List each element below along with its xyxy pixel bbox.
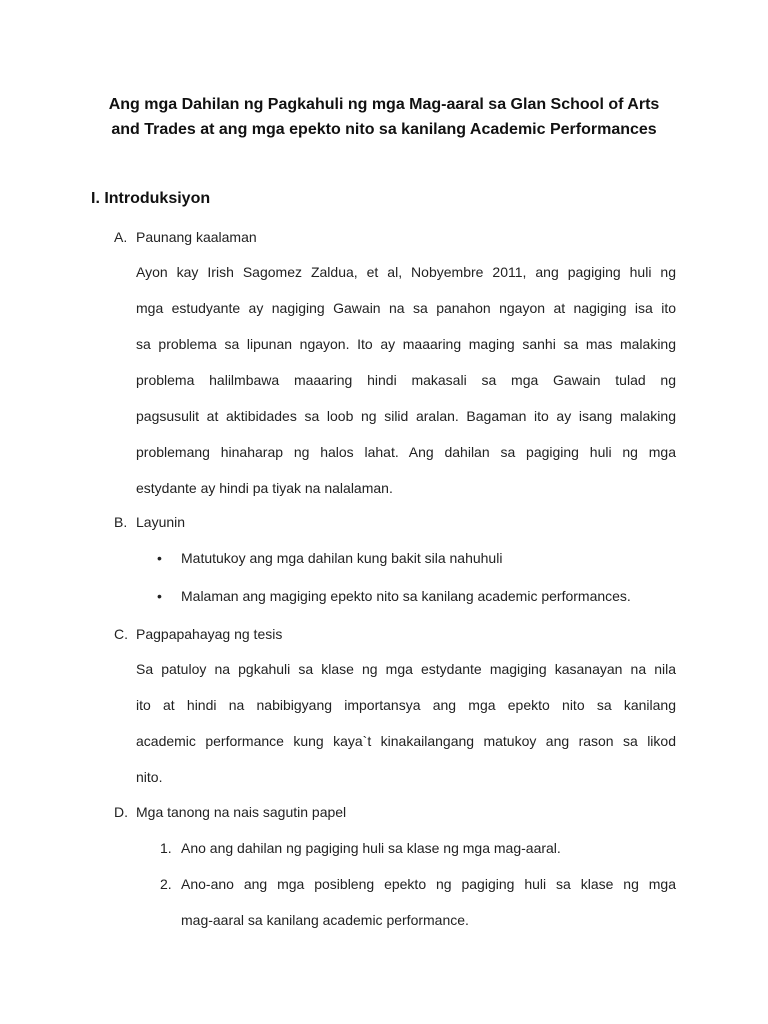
section-heading: I. Introduksiyon bbox=[91, 190, 211, 207]
bullet-item: Matutukoy ang mga dahilan kung bakit sila nahuhuli bbox=[181, 550, 503, 566]
item-c-paragraph bbox=[136, 651, 676, 795]
title-line-1: Ang mga Dahilan ng Pagkahuli ng mga Mag-aaral sa Glan School of Arts bbox=[108, 96, 660, 113]
paragraph-line: sa problema sa lipunan ngayon. Ito ay maaaring maging sanhi sa mas malaking bbox=[136, 336, 676, 352]
item-c-letter: C. bbox=[114, 626, 128, 642]
item-a-letter: A. bbox=[114, 229, 128, 245]
paragraph-line: academic performance kung kaya`t kinakailangang matukoy ang rason sa likod bbox=[136, 733, 676, 749]
paragraph-line: Sa patuloy na pgkahuli sa klase ng mga estydante magiging kasanayan na nila bbox=[136, 661, 676, 677]
paragraph-line: ito at hindi na nabibigyang importansya ang mga epekto nito sa kanilang bbox=[136, 697, 676, 713]
bullet-icon: • bbox=[157, 588, 162, 604]
item-b-letter: B. bbox=[114, 514, 128, 530]
question-item bbox=[181, 866, 676, 938]
paragraph-line: Ayon kay Irish Sagomez Zaldua, et al, Nobyembre 2011, ang pagiging huli ng bbox=[136, 264, 676, 280]
item-c-label: Pagpapahayag ng tesis bbox=[136, 626, 283, 642]
question-number: 2. bbox=[160, 876, 172, 892]
bullet-icon: • bbox=[157, 550, 162, 566]
paragraph-line: pagsusulit at aktibidades sa loob ng silid aralan. Bagaman ito ay isang malaking bbox=[136, 408, 676, 424]
paragraph-line: estydante ay hindi pa tiyak na nalalaman. bbox=[136, 480, 393, 496]
item-a-label: Paunang kaalaman bbox=[136, 229, 257, 245]
item-b-label: Layunin bbox=[136, 514, 186, 530]
title-line-2: and Trades at ang mga epekto nito sa kanilang Academic Performances bbox=[111, 121, 657, 138]
question-line: Ano ang dahilan ng pagiging huli sa klase ng mga mag-aaral. bbox=[181, 840, 561, 856]
paragraph-line: nito. bbox=[136, 769, 163, 785]
bullet-item: Malaman ang magiging epekto nito sa kanilang academic performances. bbox=[181, 588, 631, 604]
question-line: Ano-ano ang mga posibleng epekto ng pagiging huli sa klase ng mga bbox=[181, 876, 676, 892]
document-title bbox=[90, 92, 678, 142]
paragraph-line: problema halilmbawa maaaring hindi makasali sa mga Gawain tulad ng bbox=[136, 372, 676, 388]
question-number: 1. bbox=[160, 840, 172, 856]
item-d-label: Mga tanong na nais sagutin papel bbox=[136, 804, 347, 820]
question-line: mag-aaral sa kanilang academic performance. bbox=[181, 912, 469, 928]
paragraph-line: problemang hinaharap ng halos lahat. Ang dahilan sa pagiging huli ng mga bbox=[136, 444, 676, 460]
item-a-paragraph bbox=[136, 254, 676, 506]
paragraph-line: mga estudyante ay nagiging Gawain na sa panahon ngayon at nagiging isa ito bbox=[136, 300, 676, 316]
question-item bbox=[181, 830, 676, 866]
item-d-letter: D. bbox=[114, 804, 128, 820]
